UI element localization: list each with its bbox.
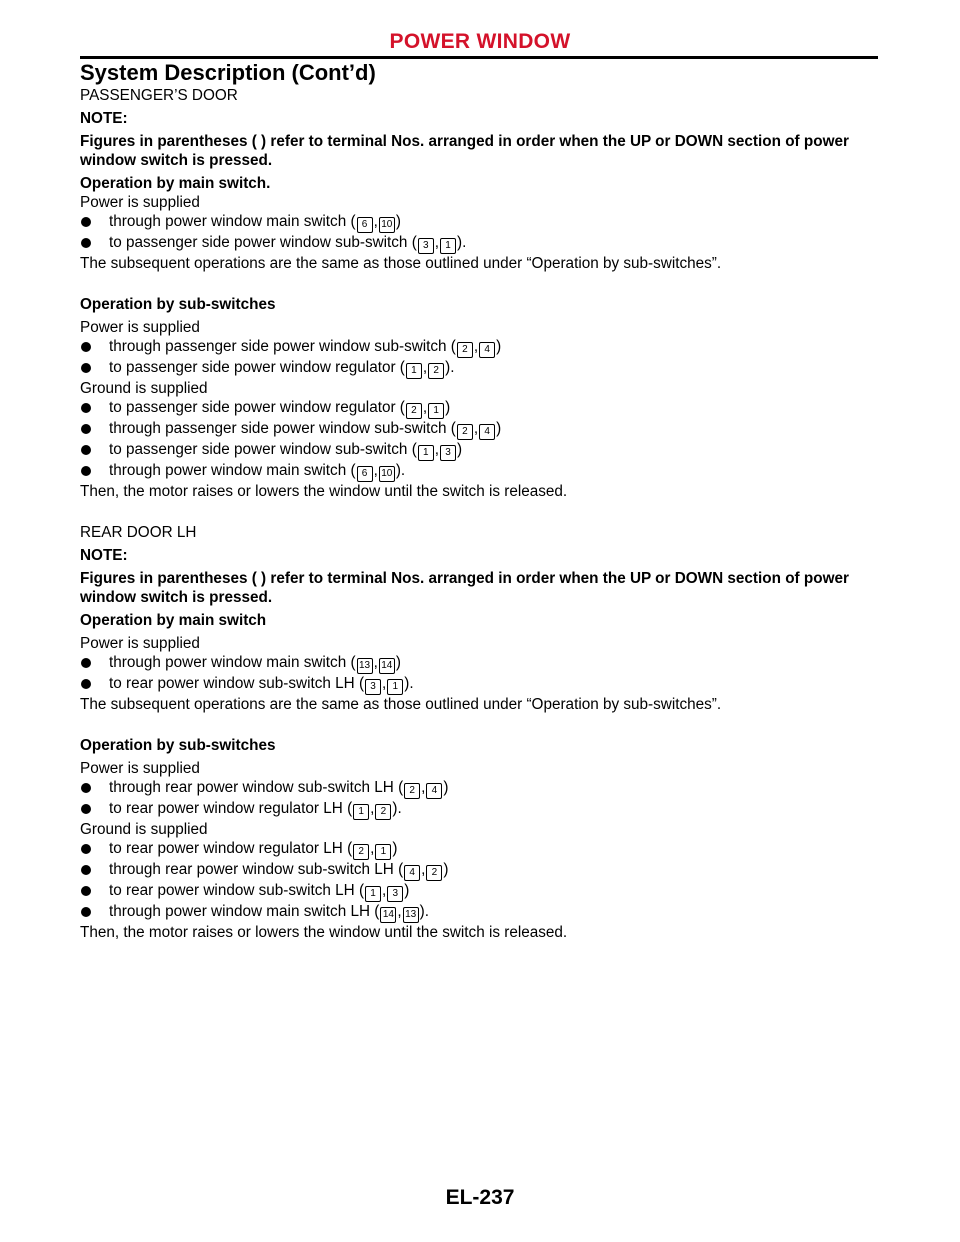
bullet-text: to passenger side power window sub-switch (: [109, 441, 417, 458]
bullet-icon: [81, 844, 91, 854]
bullet-icon: [81, 403, 91, 413]
terminal-badge: 2: [457, 342, 473, 358]
bullet-text: through power window main switch (: [109, 654, 356, 671]
terminal-badge: 3: [387, 886, 403, 902]
header-divider: [80, 56, 878, 59]
rear-door-lh-heading: REAR DOOR LH: [80, 524, 197, 541]
bullet-icon: [81, 679, 91, 689]
terminal-badge: 1: [428, 403, 444, 419]
bullet-icon: [81, 804, 91, 814]
bullet-icon: [81, 363, 91, 373]
rear-main-bullet-2: to rear power window sub-switch LH ( 3 , 1 ).: [80, 674, 890, 695]
bullet-icon: [81, 783, 91, 793]
terminal-badge: 4: [426, 783, 442, 799]
terminal-badge: 1: [365, 886, 381, 902]
passenger-ground-bullet-3: to passenger side power window sub-switch ( 1 , 3 ): [80, 440, 890, 461]
bullet-icon: [81, 445, 91, 455]
bullet-icon: [81, 658, 91, 668]
passenger-main-bullet-1: through power window main switch ( 6 , 10 ): [80, 212, 890, 233]
terminal-badge: 4: [404, 865, 420, 881]
bullet-text: through passenger side power window sub-switch (: [109, 420, 456, 437]
bullet-icon: [81, 424, 91, 434]
passenger-main-switch-title: Operation by main switch.: [80, 175, 271, 192]
section-subtitle: System Description (Cont’d): [80, 60, 376, 85]
terminal-badge: 14: [380, 907, 396, 923]
rear-main-power-label: Power is supplied: [80, 635, 200, 652]
rear-note-label: NOTE:: [80, 547, 128, 564]
terminal-badge: 2: [353, 844, 369, 860]
bullet-text: to passenger side power window sub-switch (: [109, 234, 417, 251]
bullet-text: to passenger side power window regulator (: [109, 399, 405, 416]
passenger-main-bullet-2: to passenger side power window sub-switch ( 3 , 1 ).: [80, 233, 890, 254]
rear-main-bullet-1: through power window main switch ( 13 , 14 ): [80, 653, 890, 674]
terminal-badge: 3: [418, 238, 434, 254]
passenger-conclusion-text: Then, the motor raises or lowers the window until the switch is released.: [80, 483, 568, 500]
rear-conclusion-text: Then, the motor raises or lowers the window until the switch is released.: [80, 924, 568, 941]
bullet-text: through passenger side power window sub-switch (: [109, 338, 456, 355]
page-number: EL-237: [445, 1186, 515, 1209]
bullet-text: through power window main switch LH (: [109, 903, 380, 920]
terminal-badge: 2: [375, 804, 391, 820]
bullet-icon: [81, 342, 91, 352]
bullet-icon: [81, 886, 91, 896]
rear-sub-ground-label: Ground is supplied: [80, 821, 208, 838]
terminal-badge: 13: [357, 658, 373, 674]
terminal-badge: 6: [357, 217, 373, 233]
terminal-badge: 1: [353, 804, 369, 820]
passenger-main-power-label: Power is supplied: [80, 194, 200, 211]
bullet-text: to rear power window regulator LH (: [109, 800, 353, 817]
terminal-badge: 10: [379, 217, 395, 233]
bullet-icon: [81, 238, 91, 248]
bullet-text: through rear power window sub-switch LH (: [109, 861, 404, 878]
terminal-badge: 4: [479, 424, 495, 440]
bullet-icon: [81, 466, 91, 476]
terminal-badge: 1: [406, 363, 422, 379]
rear-sub-power-bullet-1: through rear power window sub-switch LH ( 2 , 4 ): [80, 778, 890, 799]
terminal-badge: 1: [418, 445, 434, 461]
rear-ground-bullet-4: through power window main switch LH ( 14 , 13 ).: [80, 902, 890, 923]
terminal-badge: 1: [440, 238, 456, 254]
rear-ground-bullet-3: to rear power window sub-switch LH ( 1 , 3 ): [80, 881, 890, 902]
terminal-badge: 1: [375, 844, 391, 860]
terminal-badge: 3: [365, 679, 381, 695]
passenger-ground-bullet-4: through power window main switch ( 6 , 10 ).: [80, 461, 890, 482]
passenger-ground-bullet-2: through passenger side power window sub-switch ( 2 , 4 ): [80, 419, 890, 440]
rear-sub-power-bullet-2: to rear power window regulator LH ( 1 , 2 ).: [80, 799, 890, 820]
passenger-sub-power-bullet-1: through passenger side power window sub-switch ( 2 , 4 ): [80, 337, 890, 358]
rear-sub-power-label: Power is supplied: [80, 760, 200, 777]
rear-sub-switches-title: Operation by sub-switches: [80, 737, 276, 754]
terminal-badge: 2: [406, 403, 422, 419]
terminal-badge: 2: [457, 424, 473, 440]
passenger-sub-ground-label: Ground is supplied: [80, 380, 208, 397]
bullet-text: to rear power window sub-switch LH (: [109, 675, 365, 692]
passenger-sub-power-label: Power is supplied: [80, 319, 200, 336]
bullet-text: through rear power window sub-switch LH (: [109, 779, 404, 796]
rear-ground-bullet-1: to rear power window regulator LH ( 2 , 1 ): [80, 839, 890, 860]
passenger-sub-power-bullet-2: to passenger side power window regulator ( 1 , 2 ).: [80, 358, 890, 379]
passenger-sub-switches-title: Operation by sub-switches: [80, 296, 276, 313]
bullet-text: to rear power window regulator LH (: [109, 840, 353, 857]
terminal-badge: 2: [426, 865, 442, 881]
terminal-badge: 13: [403, 907, 419, 923]
passenger-door-heading: PASSENGER’S DOOR: [80, 87, 238, 104]
bullet-text: to rear power window sub-switch LH (: [109, 882, 365, 899]
terminal-badge: 14: [379, 658, 395, 674]
terminal-badge: 1: [387, 679, 403, 695]
bullet-text: to passenger side power window regulator (: [109, 359, 405, 376]
passenger-subsequent-text: The subsequent operations are the same as those outlined under “Operation by sub-switches”.: [80, 255, 722, 272]
rear-note-text: Figures in parentheses ( ) refer to terminal Nos. arranged in order when the UP or DOWN section of power window switch is pressed.: [80, 570, 849, 606]
rear-ground-bullet-2: through rear power window sub-switch LH ( 4 , 2 ): [80, 860, 890, 881]
bullet-text: through power window main switch (: [109, 462, 356, 479]
section-title: POWER WINDOW: [389, 30, 571, 53]
terminal-badge: 3: [440, 445, 456, 461]
bullet-text: through power window main switch (: [109, 213, 356, 230]
passenger-note-label: NOTE:: [80, 110, 128, 127]
bullet-icon: [81, 907, 91, 917]
rear-main-switch-title: Operation by main switch: [80, 612, 267, 629]
terminal-badge: 2: [404, 783, 420, 799]
terminal-badge: 10: [379, 466, 395, 482]
terminal-badge: 6: [357, 466, 373, 482]
bullet-icon: [81, 865, 91, 875]
passenger-ground-bullet-1: to passenger side power window regulator ( 2 , 1 ): [80, 398, 890, 419]
passenger-note-text: Figures in parentheses ( ) refer to terminal Nos. arranged in order when the UP or DOWN section of power window switch is pressed.: [80, 133, 849, 169]
rear-subsequent-text: The subsequent operations are the same as those outlined under “Operation by sub-switches”.: [80, 696, 722, 713]
terminal-badge: 2: [428, 363, 444, 379]
bullet-icon: [81, 217, 91, 227]
document-body: [80, 86, 890, 942]
terminal-badge: 4: [479, 342, 495, 358]
